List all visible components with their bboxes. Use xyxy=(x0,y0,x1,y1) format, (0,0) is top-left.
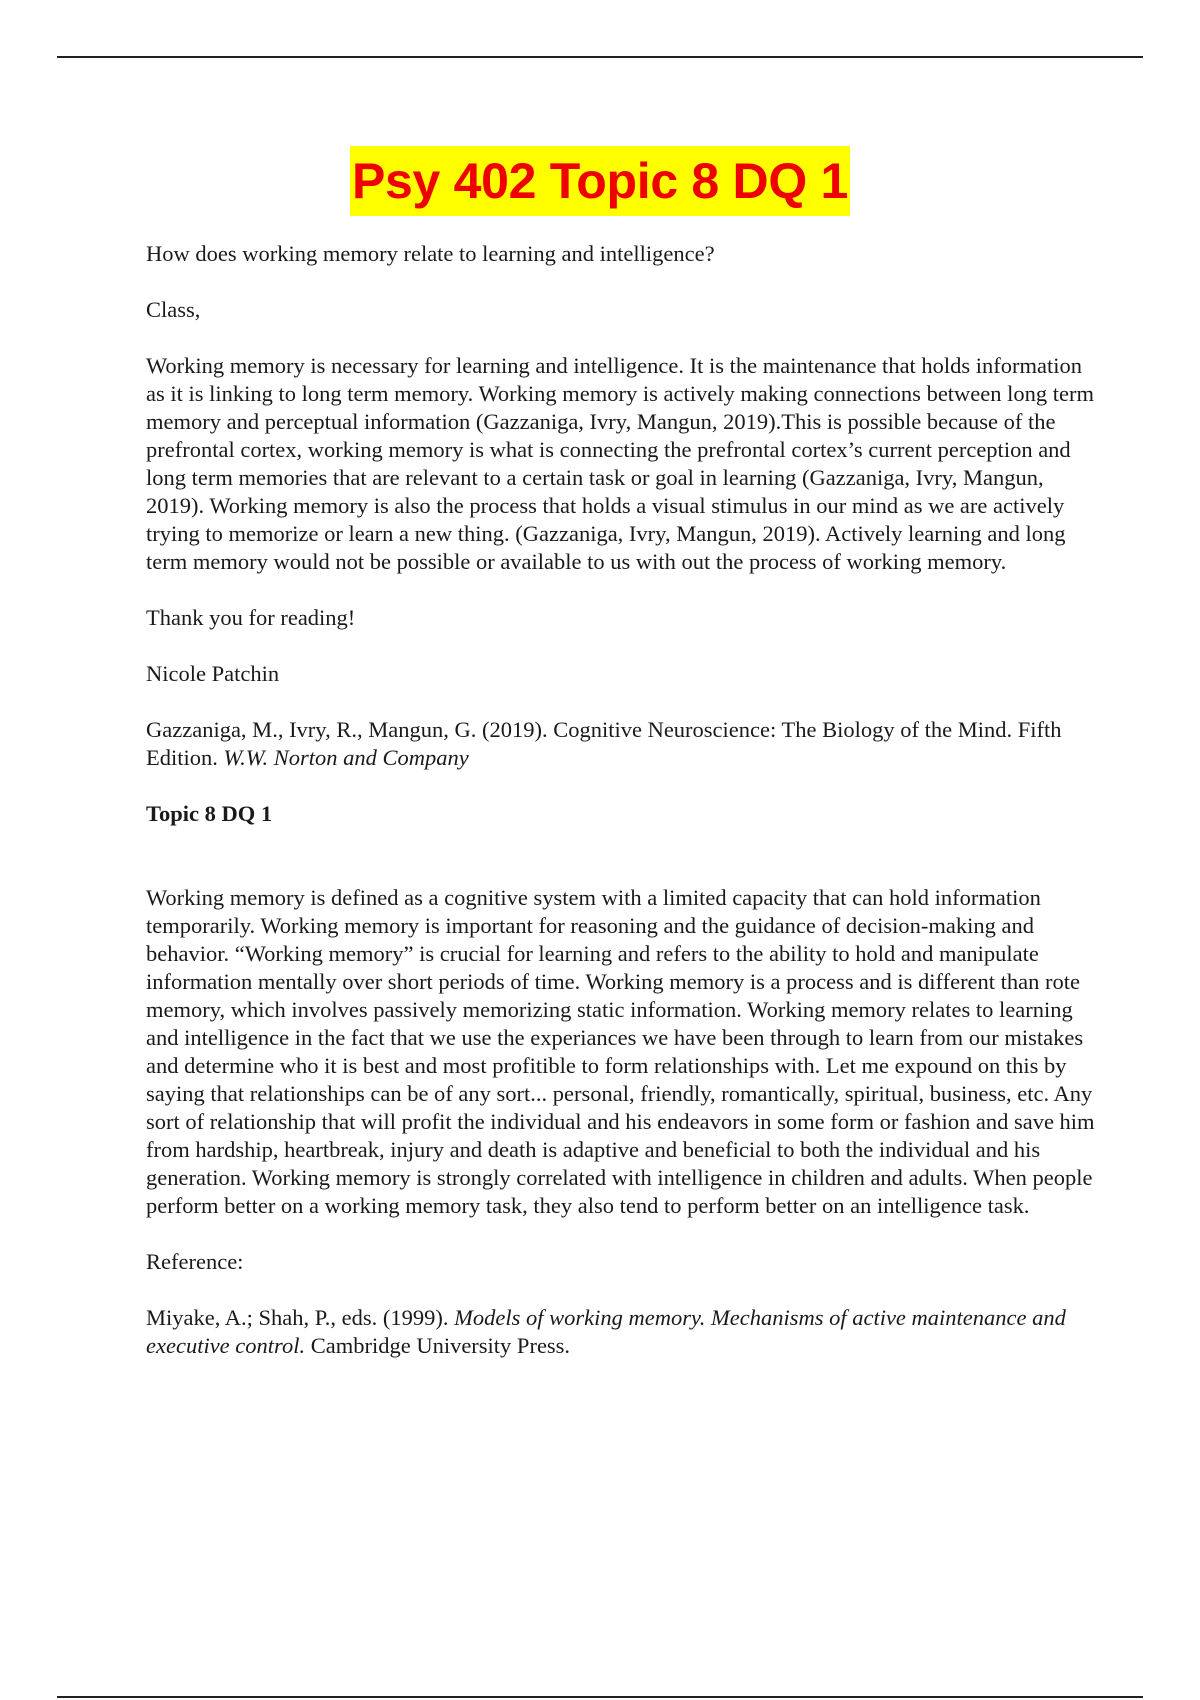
author-name: Nicole Patchin xyxy=(146,661,280,686)
top-rule xyxy=(57,56,1143,58)
closing: Thank you for reading! xyxy=(146,605,356,630)
bottom-rule xyxy=(57,1696,1143,1698)
reference-2 xyxy=(146,1304,1096,1360)
post-1-body: Working memory is necessary for learning and intelligence. It is the maintenance that holds information as it is linking to long term memory. Working memory is actively making connections between long term memory and perceptual information (Gazzaniga, Ivry, Mangun, 2019).This is possible because of the prefrontal cortex, working memory is what is connecting the prefrontal cortex’s current perception and long term memories that are relevant to a certain task or goal in learning (Gazzaniga, Ivry, Mangun, 2019). Working memory is also the process that holds a visual stimulus in our mind as we are actively trying to memorize or learn a new thing. (Gazzaniga, Ivry, Mangun, 2019). Actively learning and long term memory would not be possible or available to us with out the process of working memory. xyxy=(146,353,1095,574)
reference-2-publisher: Cambridge University Press. xyxy=(310,1333,571,1358)
greeting: Class, xyxy=(146,297,201,322)
reference-2-title: Models of working memory. Mechanisms of active maintenance and executive control. xyxy=(146,1305,1066,1358)
reference-2-authors: Miyake, A.; Shah, P., eds. (1999). xyxy=(146,1305,449,1330)
title-container xyxy=(0,146,1200,216)
discussion-question: How does working memory relate to learning and intelligence? xyxy=(146,241,715,266)
spacer xyxy=(146,856,1096,884)
reference-1-publisher: W.W. Norton and Company xyxy=(223,745,469,770)
reference-1-text: Gazzaniga, M., Ivry, R., Mangun, G. (2019). Cognitive Neuroscience: The Biology of the Mind. Fifth Edition. xyxy=(146,717,1062,770)
section-heading: Topic 8 DQ 1 xyxy=(146,801,273,826)
document-body xyxy=(146,240,1096,1388)
reference-1 xyxy=(146,716,1096,772)
reference-label: Reference: xyxy=(146,1249,244,1274)
post-2-body: Working memory is defined as a cognitive system with a limited capacity that can hold information temporarily. Working memory is important for reasoning and the guidance of decision-making and behavior. “Working memory” is crucial for learning and refers to the ability to hold and manipulate information mentally over short periods of time. Working memory is a process and is different than rote memory, which involves passively memorizing static information. Working memory relates to learning and intelligence in the fact that we use the experiances we have been through to learn from our mistakes and determine who it is best and most profitible to form relationships with. Let me expound on this by saying that relationships can be of any sort... personal, friendly, romantically, spiritual, business, etc. Any sort of relationship that will profit the individual and his endeavors in some form or fashion and save him from hardship, heartbreak, injury and death is adaptive and beneficial to both the individual and his generation. Working memory is strongly correlated with intelligence in children and adults. When people perform better on a working memory task, they also tend to perform better on an intelligence task. xyxy=(146,885,1095,1218)
page-title: Psy 402 Topic 8 DQ 1 xyxy=(350,146,850,216)
